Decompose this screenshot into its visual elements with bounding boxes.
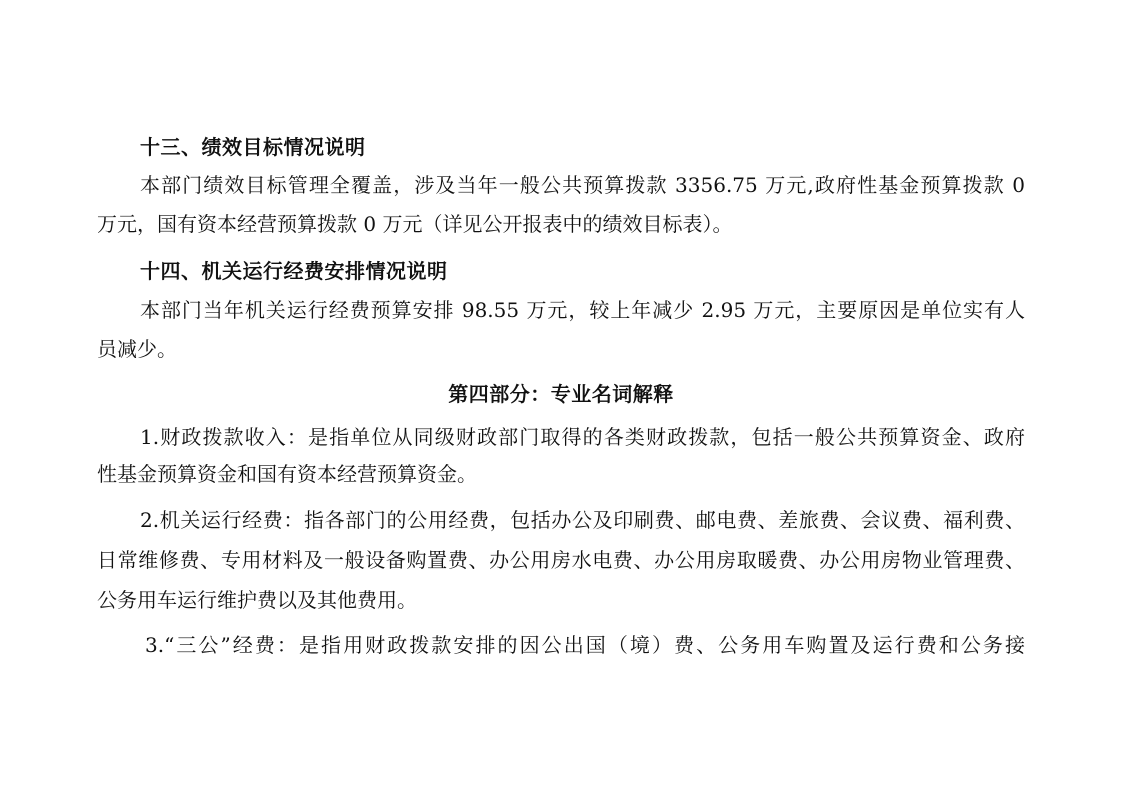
section-14-heading: 十四、机关运行经费安排情况说明	[140, 259, 448, 283]
term-3-line: 3.“三公”经费：是指用财政拨款安排的因公出国（境）费、公务用车购置及运行费和公务接	[145, 633, 1025, 657]
section-14-paragraph-line: 员减少。	[97, 337, 177, 361]
part-4-title: 第四部分：专业名词解释	[448, 382, 674, 406]
section-14-paragraph-line: 本部门当年机关运行经费预算安排 98.55 万元，较上年减少 2.95 万元，主要原因是单位实有人	[140, 298, 1025, 322]
term-1-line: 1.财政拨款收入：是指单位从同级财政部门取得的各类财政拨款，包括一般公共预算资金、政府	[140, 425, 1025, 449]
section-13-paragraph-line: 本部门绩效目标管理全覆盖，涉及当年一般公共预算拨款 3356.75 万元,政府性基金预算拨款 0	[140, 173, 1025, 197]
term-2-line: 2.机关运行经费：指各部门的公用经费，包括办公及印刷费、邮电费、差旅费、会议费、福利费、	[140, 508, 1025, 532]
section-13-paragraph-line: 万元，国有资本经营预算拨款 0 万元（详见公开报表中的绩效目标表）。	[97, 212, 733, 236]
term-2-line: 公务用车运行维护费以及其他费用。	[97, 588, 417, 612]
term-2-line: 日常维修费、专用材料及一般设备购置费、办公用房水电费、办公用房取暖费、办公用房物业管理费、	[97, 548, 1025, 572]
term-1-line: 性基金预算资金和国有资本经营预算资金。	[97, 462, 477, 486]
section-13-heading: 十三、绩效目标情况说明	[140, 135, 366, 159]
